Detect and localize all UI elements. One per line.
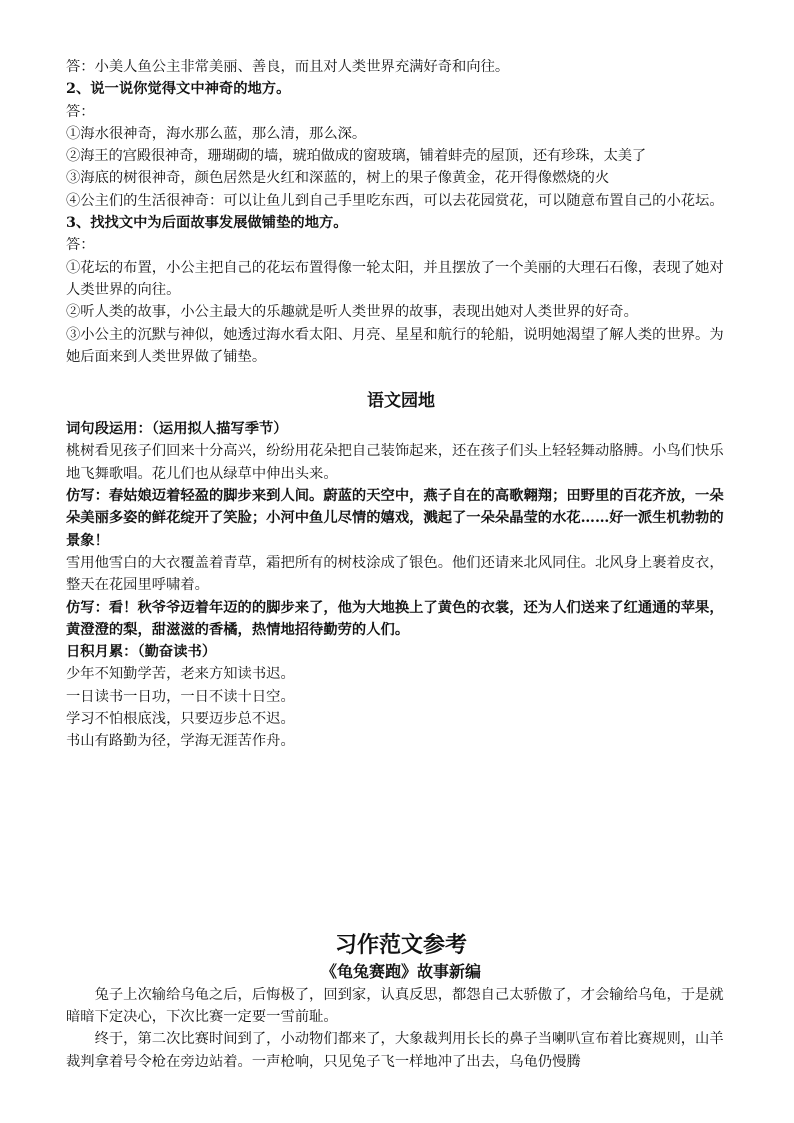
answer-2-item: ①海水很神奇，海水那么蓝，那么清，那么深。 [66, 125, 367, 142]
answer-3-item: ①花坛的布置，小公主把自己的花坛布置得像一轮太阳，并且摆放了一个美丽的大理石石像，表现了她对人类世界的向往。 [66, 259, 724, 298]
question-2: 2、说一说你觉得文中神奇的地方。 [66, 81, 291, 98]
poem-line: 一日读书一日功，一日不读十日空。 [66, 688, 295, 705]
poem-line: 学习不怕根底浅，只要迈步总不迟。 [66, 711, 295, 728]
answer-2-item: ④公主们的生活很神奇：可以让鱼儿到自己手里吃东西，可以去花园赏花，可以随意布置自己的小花坛。 [66, 192, 724, 209]
poem-line: 少年不知勤学苦，老来方知读书迟。 [66, 666, 295, 683]
essay-title: 习作范文参考 [334, 931, 467, 958]
poem-line: 书山有路勤为径，学海无涯苦作舟。 [66, 733, 295, 750]
section-heading-rijiyuelei: 日积月累：（勤奋读书） [66, 644, 217, 661]
example-paragraph: 雪用他雪白的大衣覆盖着青草，霜把所有的树枝涂成了银色。他们还请来北风同住。北风身上裹着皮衣，整天在花园里呼啸着。 [66, 554, 724, 594]
example-paragraph: 桃树看见孩子们回来十分高兴，纷纷用花朵把自己装饰起来，还在孩子们头上轻轻舞动胳膊。小鸟们快乐地飞舞歌唱。花儿们也从绿草中伸出头来。 [66, 443, 724, 482]
answer-3-item: ②听人类的故事，小公主最大的乐趣就是听人类世界的故事，表现出她对人类世界的好奇。 [66, 304, 638, 321]
essay-subtitle: 《龟兔赛跑》故事新编 [320, 961, 481, 981]
section-title-yuwen: 语文园地 [367, 391, 435, 412]
imitation-paragraph: 仿写：春姑娘迈着轻盈的脚步来到人间。蔚蓝的天空中，燕子自在的高歌翱翔；田野里的百花齐放，一朵朵美丽多姿的鲜花绽开了笑脸；小河中鱼儿尽情的嬉戏，溅起了一朵朵晶莹的水花……好一派生机勃勃的景象！ [66, 488, 724, 549]
essay-paragraph: 终于，第二次比赛时间到了，小动物们都来了，大象裁判用长长的鼻子当喇叭宣布着比赛规则，山羊裁判拿着号令枪在旁边站着。一声枪响，只见兔子飞一样地冲了出去，乌龟仍慢腾 [66, 1031, 724, 1070]
essay-paragraph: 兔子上次输给乌龟之后，后悔极了，回到家，认真反思，都怨自己太骄傲了，才会输给乌龟，于是就暗暗下定决心，下次比赛一定要一雪前耻。 [66, 986, 724, 1025]
question-3: 3、找找文中为后面故事发展做铺垫的地方。 [66, 215, 348, 232]
answer-3-item: ③小公主的沉默与神似，她透过海水看太阳、月亮、星星和航行的轮船，说明她渴望了解人类的世界。为她后面来到人类世界做了铺垫。 [66, 326, 724, 365]
answer-3-label: 答： [66, 237, 95, 254]
answer-intro: 答：小美人鱼公主非常美丽、善良，而且对人类世界充满好奇和向往。 [66, 59, 510, 75]
section-heading-ciju: 词句段运用：（运用拟人描写季节） [66, 421, 288, 438]
imitation-paragraph: 仿写：看！秋爷爷迈着年迈的的脚步来了，他为大地换上了黄色的衣裳，还为人们送来了红通通的苹果，黄澄澄的梨，甜滋滋的香橘，热情地招待勤劳的人们。 [66, 599, 724, 638]
answer-2-item: ③海底的树很神奇，颜色居然是火红和深蓝的，树上的果子像黄金，花开得像燃烧的火 [66, 170, 610, 187]
answer-2-item: ②海王的宫殿很神奇，珊瑚砌的墙，琥珀做成的窗玻璃，铺着蚌壳的屋顶，还有珍珠，太美了 [66, 148, 647, 165]
answer-2-label: 答： [66, 103, 95, 120]
document-page [66, 56, 736, 1073]
